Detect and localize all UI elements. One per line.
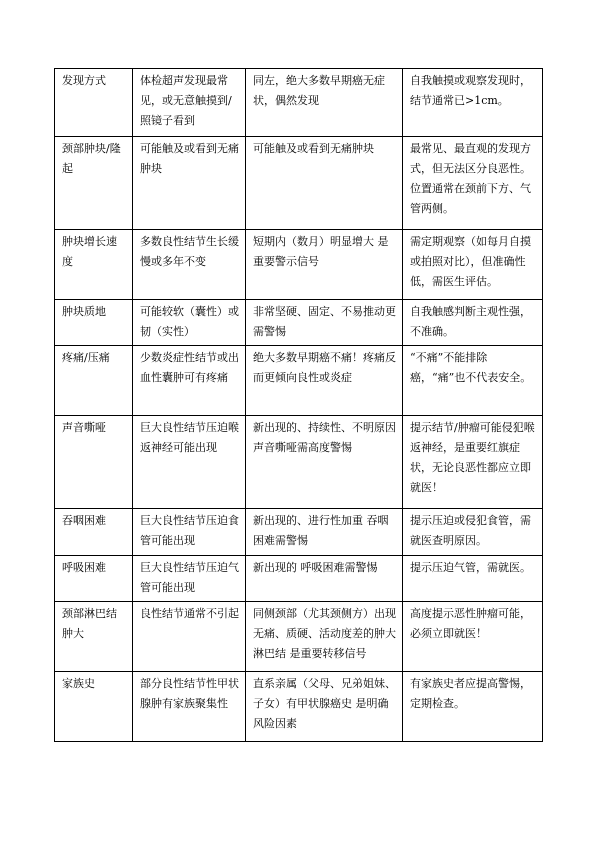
benign-cell: 体检超声发现最常见，或无意触摸到/照镜子看到 — [133, 69, 246, 137]
factor-cell: 发现方式 — [55, 69, 133, 137]
factor-cell: 呼吸困难 — [55, 556, 133, 602]
factor-cell: 颈部淋巴结肿大 — [55, 602, 133, 672]
table-row — [55, 416, 543, 509]
note-cell: 高度提示恶性肿瘤可能，必须立即就医！ — [403, 602, 543, 672]
table-row — [55, 346, 543, 416]
malignant-cell: 短期内（数月）明显增大 是重要警示信号 — [246, 230, 403, 300]
table-row — [55, 602, 543, 672]
malignant-cell: 同侧颈部（尤其颈侧方）出现无痛、质硬、活动度差的肿大淋巴结 是重要转移信号 — [246, 602, 403, 672]
factor-cell: 吞咽困难 — [55, 509, 133, 556]
malignant-cell: 直系亲属（父母、兄弟姐妹、子女）有甲状腺癌史 是明确风险因素 — [246, 672, 403, 742]
table-row — [55, 137, 543, 230]
malignant-cell: 可能触及或看到无痛肿块 — [246, 137, 403, 230]
note-cell: 提示压迫气管，需就医。 — [403, 556, 543, 602]
factor-cell: 肿块质地 — [55, 300, 133, 346]
benign-cell: 巨大良性结节压迫气管可能出现 — [133, 556, 246, 602]
table-row — [55, 69, 543, 137]
malignant-cell: 新出现的、持续性、不明原因声音嘶哑需高度警惕 — [246, 416, 403, 509]
benign-cell: 巨大良性结节压迫喉返神经可能出现 — [133, 416, 246, 509]
table-row — [55, 509, 543, 556]
note-cell: 提示结节/肿瘤可能侵犯喉返神经，是重要红旗症状，无论良恶性都应立即就医！ — [403, 416, 543, 509]
note-cell: 最常见、最直观的发现方式，但无法区分良恶性。位置通常在颈前下方、气管两侧。 — [403, 137, 543, 230]
malignant-cell: 新出现的 呼吸困难需警惕 — [246, 556, 403, 602]
factor-cell: 家族史 — [55, 672, 133, 742]
benign-cell: 可能触及或看到无痛肿块 — [133, 137, 246, 230]
benign-cell: 良性结节通常不引起 — [133, 602, 246, 672]
malignant-cell: 绝大多数早期癌不痛！疼痛反而更倾向良性或炎症 — [246, 346, 403, 416]
malignant-cell: 同左，绝大多数早期癌无症状，偶然发现 — [246, 69, 403, 137]
factor-cell: 疼痛/压痛 — [55, 346, 133, 416]
table-row — [55, 300, 543, 346]
factor-cell: 颈部肿块/隆起 — [55, 137, 133, 230]
malignant-cell: 非常坚硬、固定、不易推动更需警惕 — [246, 300, 403, 346]
note-cell: 提示压迫或侵犯食管，需就医查明原因。 — [403, 509, 543, 556]
table-row — [55, 230, 543, 300]
benign-cell: 可能较软（囊性）或韧（实性） — [133, 300, 246, 346]
benign-cell: 多数良性结节生长缓慢或多年不变 — [133, 230, 246, 300]
comparison-table — [54, 68, 543, 742]
note-cell: 需定期观察（如每月自摸或拍照对比），但准确性低，需医生评估。 — [403, 230, 543, 300]
benign-cell: 少数炎症性结节或出血性囊肿可有疼痛 — [133, 346, 246, 416]
factor-cell: 声音嘶哑 — [55, 416, 133, 509]
table-row — [55, 672, 543, 742]
note-cell: 自我触摸或观察发现时，结节通常已>1cm。 — [403, 69, 543, 137]
benign-cell: 部分良性结节性甲状腺肿有家族聚集性 — [133, 672, 246, 742]
note-cell: 自我触感判断主观性强，不准确。 — [403, 300, 543, 346]
table-row — [55, 556, 543, 602]
note-cell: “不痛”不能排除癌，“痛”也不代表安全。 — [403, 346, 543, 416]
factor-cell: 肿块增长速度 — [55, 230, 133, 300]
benign-cell: 巨大良性结节压迫食管可能出现 — [133, 509, 246, 556]
malignant-cell: 新出现的、进行性加重 吞咽困难需警惕 — [246, 509, 403, 556]
note-cell: 有家族史者应提高警惕，定期检查。 — [403, 672, 543, 742]
